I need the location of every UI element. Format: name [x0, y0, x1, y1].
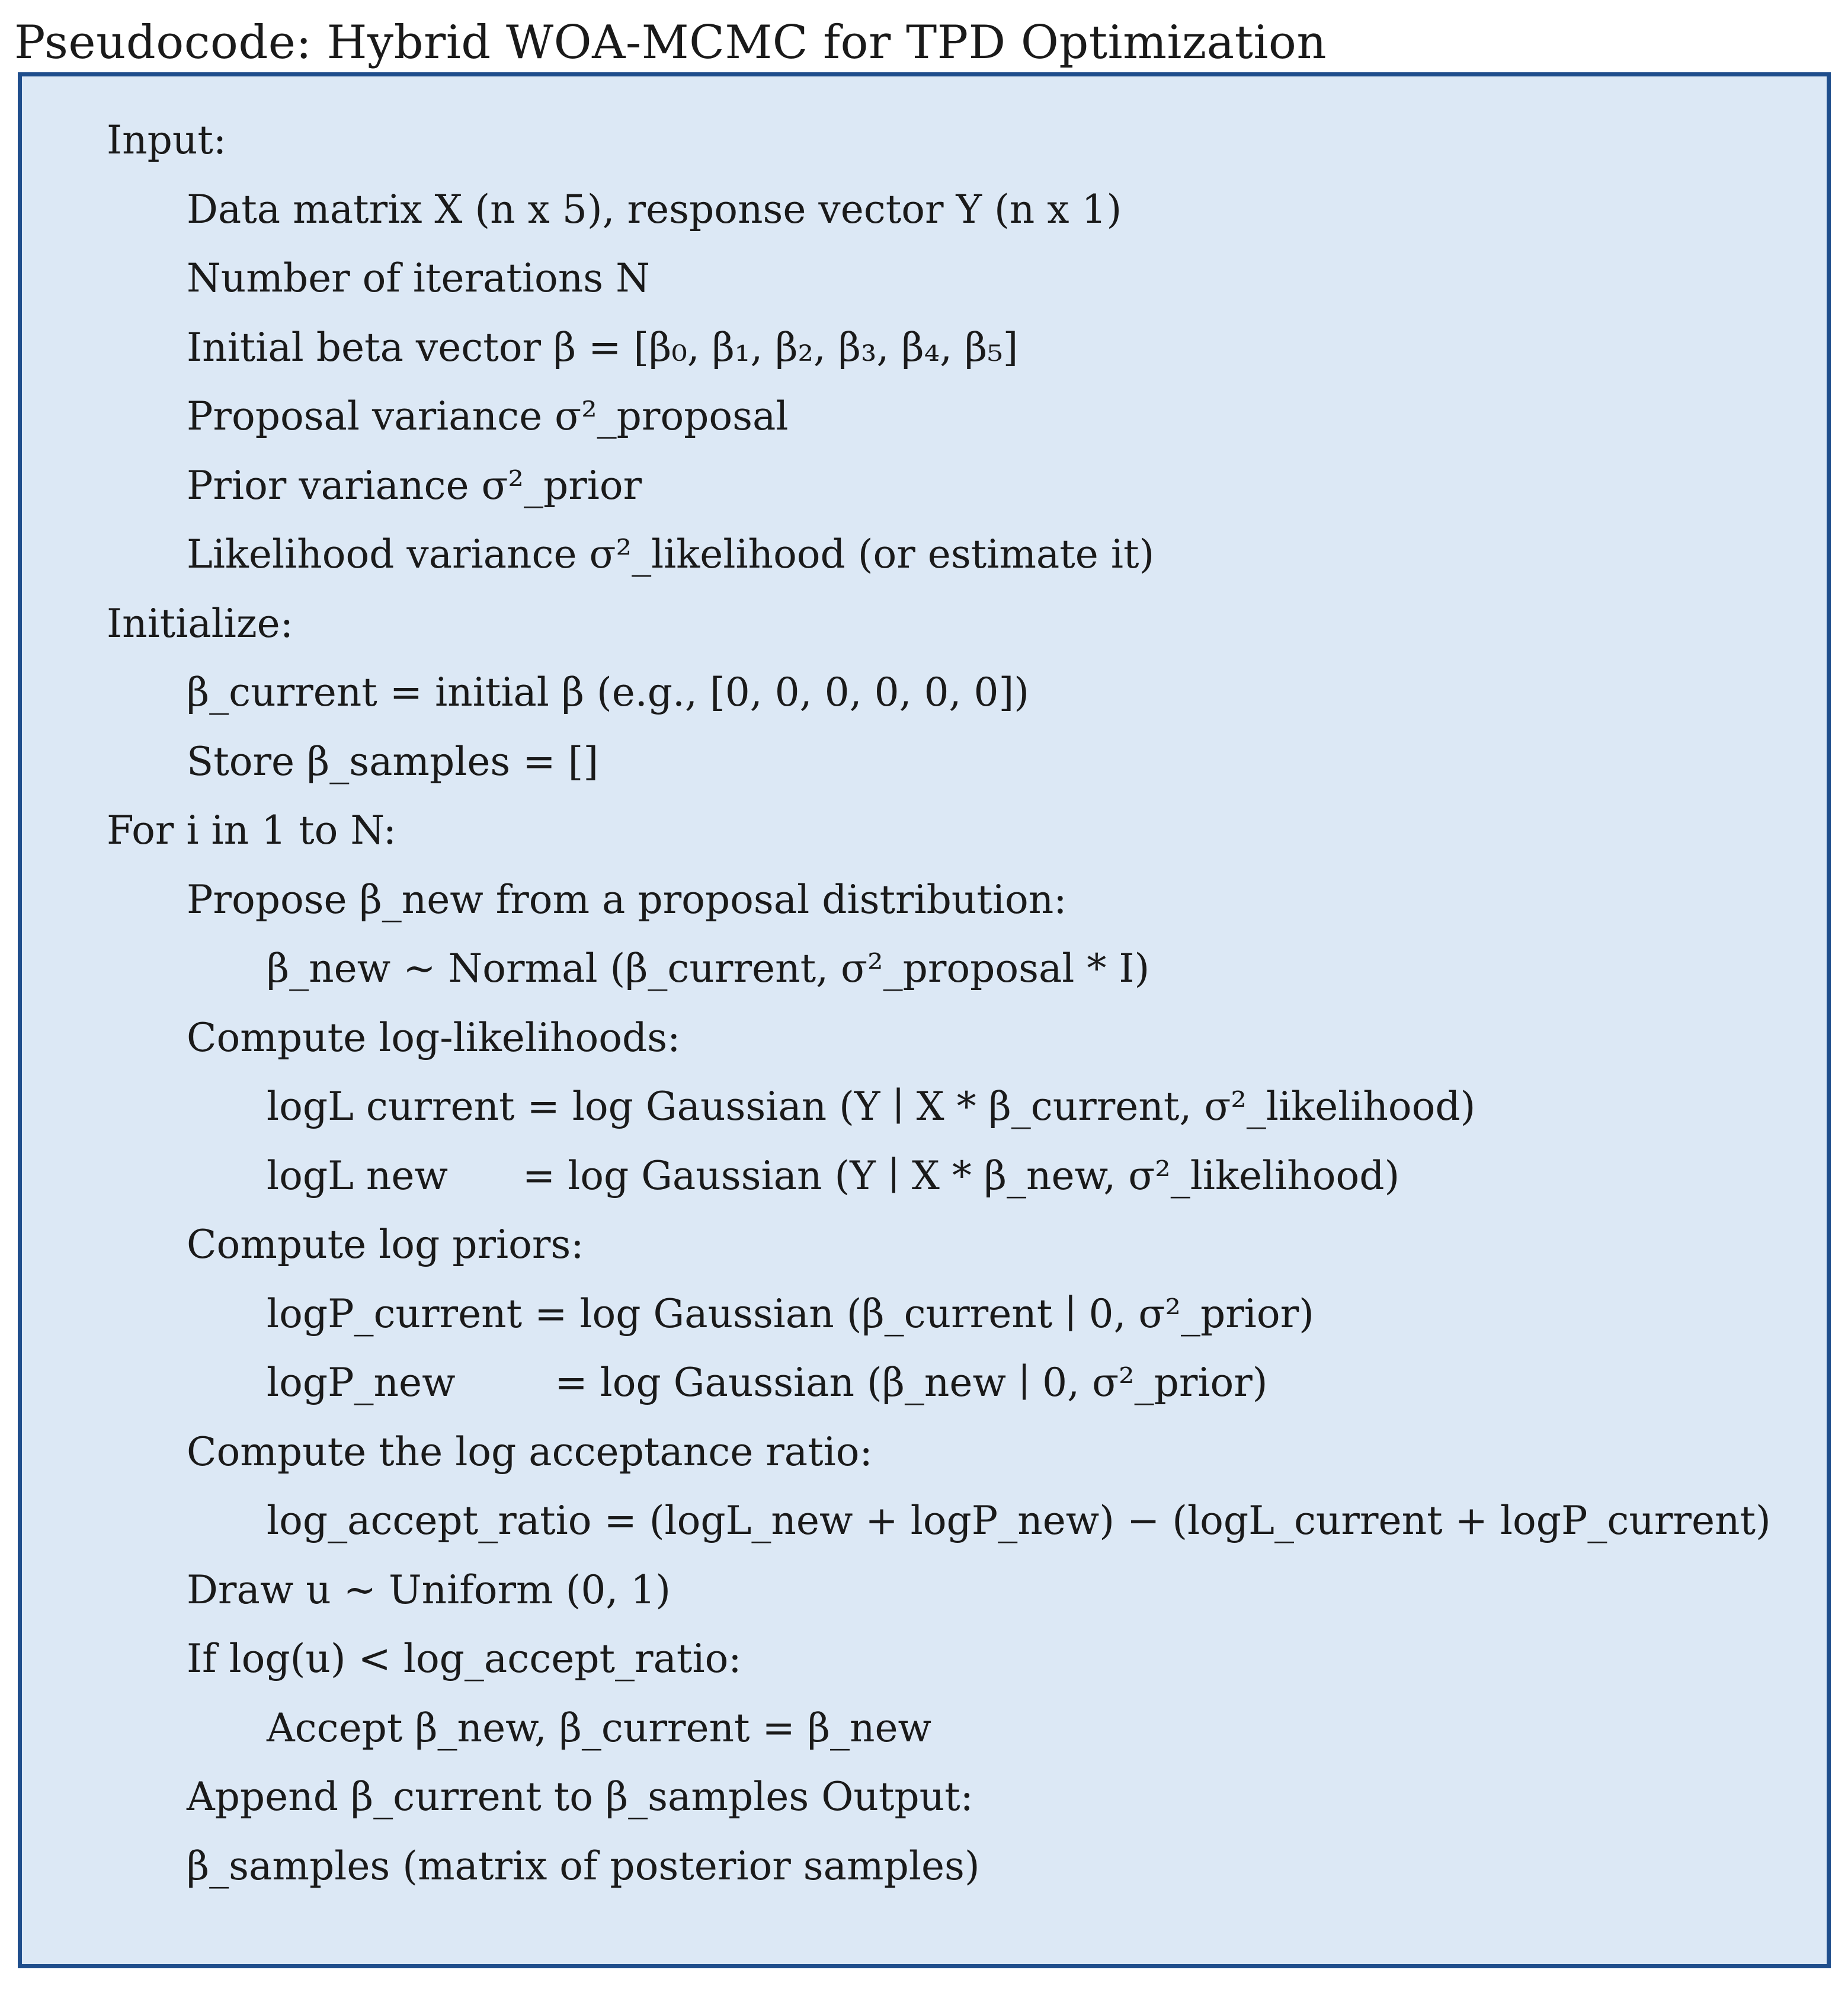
- code-line-likelihood-variance: Likelihood variance σ²_likelihood (or estimate it): [187, 531, 1155, 577]
- code-line-beta-current-init: β_current = initial β (e.g., [0, 0, 0, 0, 0, 0]): [187, 670, 1029, 715]
- code-line-logp-current: logP_current = log Gaussian (β_current ∣ 0, σ²_prior): [267, 1290, 1314, 1337]
- code-line-initial-beta: Initial beta vector β = [β₀, β₁, β₂, β₃, β₄, β₅]: [187, 324, 1019, 370]
- code-line-logl-new: logL new = log Gaussian (Y ∣ X * β_new, σ²_likelihood): [267, 1152, 1400, 1199]
- code-line-input-header: Input:: [107, 117, 227, 163]
- code-line-draw-u: Draw u ~ Uniform (0, 1): [187, 1567, 671, 1613]
- code-line-beta-new-normal: β_new ~ Normal (β_current, σ²_proposal * I): [267, 946, 1150, 991]
- code-line-compute-logprior: Compute log priors:: [187, 1222, 584, 1267]
- code-line-data-matrix: Data matrix X (n x 5), response vector Y (n x 1): [187, 186, 1122, 232]
- code-line-if-accept: If log(u) < log_accept_ratio:: [187, 1636, 742, 1681]
- pseudocode-lines: [107, 106, 1771, 1901]
- pseudocode-title: Pseudocode: Hybrid WOA-MCMC for TPD Optimization: [14, 16, 1327, 69]
- code-line-for-loop: For i in 1 to N:: [107, 808, 396, 853]
- code-line-log-accept-ratio: log_accept_ratio = (logL_new + logP_new) − (logL_current + logP_current): [267, 1498, 1771, 1543]
- code-line-propose: Propose β_new from a proposal distribution:: [187, 876, 1067, 923]
- code-line-logl-current: logL current = log Gaussian (Y ∣ X * β_current, σ²_likelihood): [267, 1084, 1476, 1129]
- code-line-initialize-header: Initialize:: [107, 600, 293, 646]
- code-line-output: β_samples (matrix of posterior samples): [187, 1843, 980, 1889]
- code-line-logp-new: logP_new = log Gaussian (β_new ∣ 0, σ²_prior): [267, 1360, 1268, 1405]
- code-line-iterations: Number of iterations N: [187, 255, 650, 301]
- code-line-compute-ratio: Compute the log acceptance ratio:: [187, 1429, 873, 1475]
- code-line-accept: Accept β_new, β_current = β_new: [267, 1705, 932, 1751]
- code-line-compute-loglik: Compute log-likelihoods:: [187, 1014, 681, 1061]
- code-line-proposal-variance: Proposal variance σ²_proposal: [187, 393, 789, 439]
- code-line-prior-variance: Prior variance σ²_prior: [187, 462, 642, 508]
- code-line-append: Append β_current to β_samples Output:: [187, 1774, 973, 1820]
- code-line-store-samples: Store β_samples = []: [187, 738, 599, 784]
